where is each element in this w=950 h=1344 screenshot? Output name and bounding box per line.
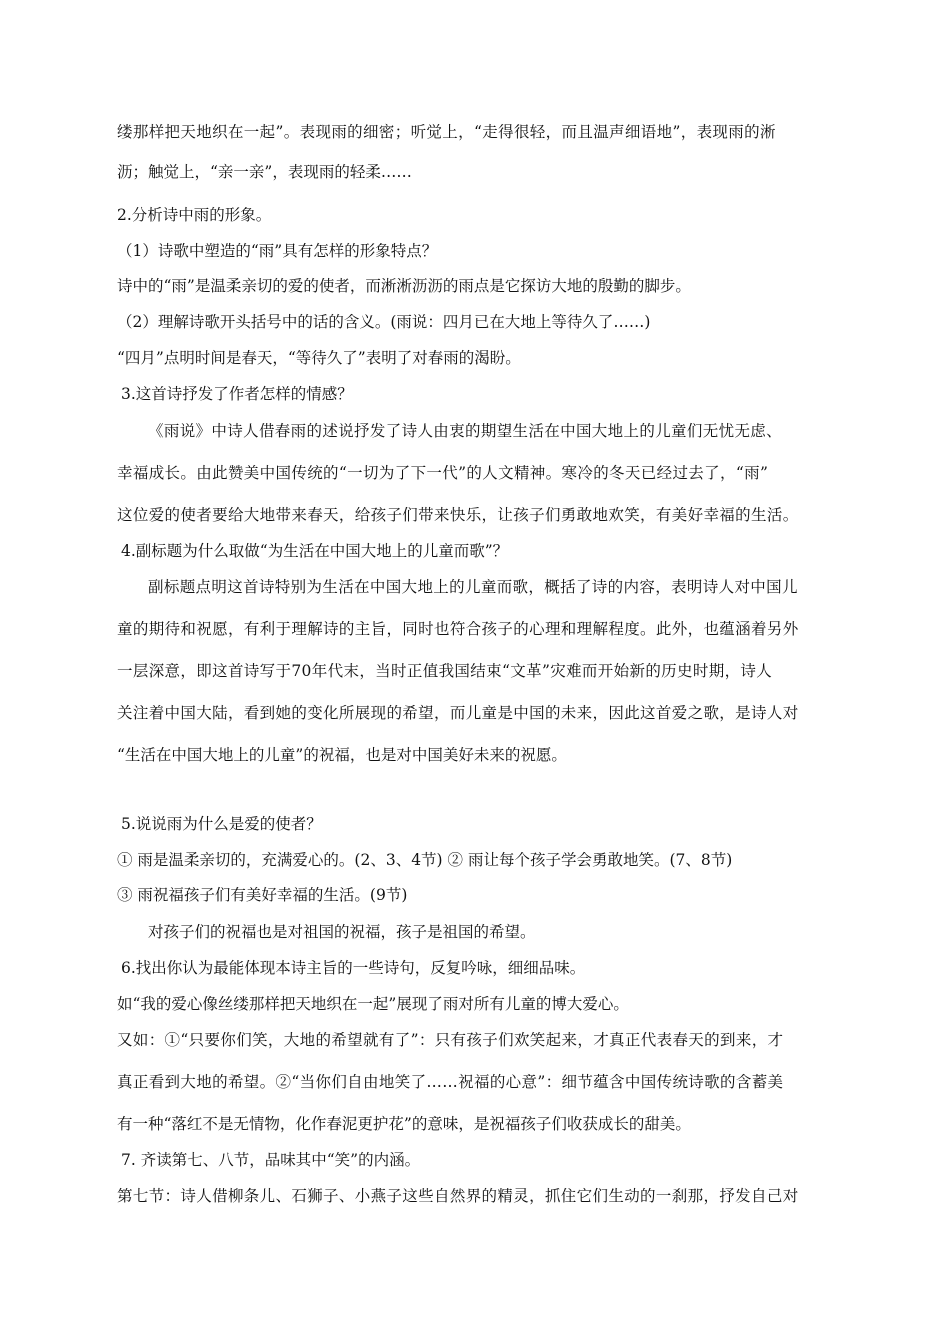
text-line: “四月”点明时间是春天，“等待久了”表明了对春雨的渴盼。	[117, 349, 521, 367]
text-line: ① 雨是温柔亲切的，充满爱心的。(2、3、4节) ② 雨让每个孩子学会勇敢地笑。(7、8节)	[117, 851, 733, 869]
text-line: “生活在中国大地上的儿童”的祝福，也是对中国美好未来的祝愿。	[117, 746, 567, 764]
section-heading: 6.找出你认为最能体现本诗主旨的一些诗句，反复吟咏，细细品味。	[121, 959, 586, 977]
section-heading: 3.这首诗抒发了作者怎样的情感？	[121, 385, 353, 403]
question-line: （1）诗歌中塑造的“雨”具有怎样的形象特点？	[117, 242, 438, 260]
text-line: 关注着中国大陆，看到她的变化所展现的希望，而儿童是中国的未来，因此这首爱之歌，是诗人对	[117, 704, 799, 722]
section-heading: 5.说说雨为什么是爱的使者？	[121, 815, 322, 833]
text-line: 如“我的爱心像丝缕那样把天地织在一起”展现了雨对所有儿童的博大爱心。	[117, 995, 629, 1013]
text-line: 有一种“落红不是无情物，化作春泥更护花”的意味，是祝福孩子们收获成长的甜美。	[117, 1115, 691, 1133]
text-line: 《雨说》中诗人借春雨的述说抒发了诗人由衷的期望生活在中国大地上的儿童们无忧无虑、	[148, 422, 783, 440]
text-line: 幸福成长。由此赞美中国传统的“一切为了下一代”的人文精神。寒冷的冬天已经过去了，“雨”	[117, 464, 769, 482]
section-heading: 4.副标题为什么取做“为生活在中国大地上的儿童而歌”？	[121, 542, 509, 560]
text-line: 这位爱的使者要给大地带来春天，给孩子们带来快乐，让孩子们勇敢地欢笑，有美好幸福的生活。	[117, 506, 799, 524]
text-line: 童的期待和祝愿，有利于理解诗的主旨，同时也符合孩子的心理和理解程度。此外，也蕴涵着另外	[117, 620, 799, 638]
text-line: 又如：①“只要你们笑，大地的希望就有了”：只有孩子们欢笑起来，才真正代表春天的到来，才	[117, 1031, 784, 1049]
text-line: 第七节：诗人借柳条儿、石狮子、小燕子这些自然界的精灵，抓住它们生动的一刹那，抒发自己对	[117, 1187, 799, 1205]
text-line: 沥；触觉上，“亲一亲”，表现雨的轻柔……	[117, 163, 412, 181]
text-line: 诗中的“雨”是温柔亲切的爱的使者，而淅淅沥沥的雨点是它探访大地的殷勤的脚步。	[117, 277, 691, 295]
text-line: 缕那样把天地织在一起”。表现雨的细密；听觉上，“走得很轻，而且温声细语地”，表现雨的淅	[117, 123, 776, 141]
question-line: （2）理解诗歌开头括号中的话的含义。(雨说：四月已在大地上等待久了……)	[117, 313, 651, 331]
text-line: 真正看到大地的希望。②“当你们自由地笑了……祝福的心意”：细节蕴含中国传统诗歌的含蓄美	[117, 1073, 784, 1091]
section-heading: 7. 齐读第七、八节，品味其中“笑”的内涵。	[121, 1151, 421, 1169]
text-line: ③ 雨祝福孩子们有美好幸福的生活。(9节)	[117, 886, 408, 904]
text-line: 对孩子们的祝福也是对祖国的祝福，孩子是祖国的希望。	[148, 923, 536, 941]
text-line: 一层深意，即这首诗写于70年代末，当时正值我国结束“文革”灾难而开始新的历史时期，诗人	[117, 662, 773, 680]
text-line: 副标题点明这首诗特别为生活在中国大地上的儿童而歌，概括了诗的内容，表明诗人对中国儿	[148, 578, 798, 596]
section-heading: 2.分析诗中雨的形象。	[117, 206, 272, 224]
